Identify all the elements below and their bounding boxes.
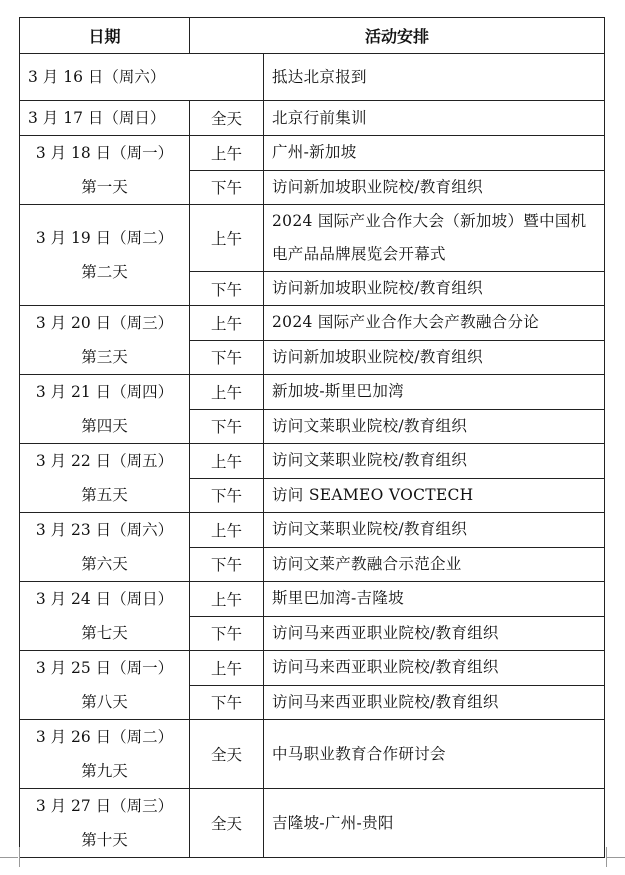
day-text: 第四天 — [81, 417, 128, 435]
table-row — [20, 101, 605, 136]
activity-cell: 北京行前集训 — [264, 101, 605, 136]
header-row — [20, 18, 605, 54]
table-row — [20, 720, 605, 789]
activity-cell: 抵达北京报到 — [264, 54, 605, 101]
time-cell: 下午 — [190, 409, 264, 444]
time-cell: 下午 — [190, 340, 264, 375]
time-cell: 全天 — [190, 720, 264, 789]
time-cell: 上午 — [190, 444, 264, 479]
time-cell: 上午 — [190, 375, 264, 410]
date-cell — [20, 444, 190, 513]
time-cell: 全天 — [190, 101, 264, 136]
day-text: 第三天 — [81, 348, 128, 366]
table-row — [20, 789, 605, 858]
date-cell — [20, 651, 190, 720]
day-text: 第十天 — [81, 831, 128, 849]
date-cell — [20, 582, 190, 651]
activity-cell: 中马职业教育合作研讨会 — [264, 720, 605, 789]
page-corner-mark-left-h — [0, 857, 18, 859]
table-row — [20, 513, 605, 548]
date-cell — [20, 789, 190, 858]
activity-cell: 访问马来西亚职业院校/教育组织 — [264, 651, 605, 686]
table-row — [20, 375, 605, 410]
time-cell: 上午 — [190, 513, 264, 548]
activity-cell: 访问新加坡职业院校/教育组织 — [264, 340, 605, 375]
time-cell: 下午 — [190, 170, 264, 205]
date-text: 3 月 16 日（周六） — [28, 68, 166, 86]
day-text: 第一天 — [81, 178, 128, 196]
date-text: 3 月 18 日（周一） — [35, 144, 174, 162]
schedule-table — [19, 17, 605, 858]
activity-cell: 访问马来西亚职业院校/教育组织 — [264, 616, 605, 651]
time-cell: 下午 — [190, 272, 264, 306]
date-text: 3 月 25 日（周一） — [35, 659, 174, 677]
time-cell: 全天 — [190, 789, 264, 858]
date-cell — [20, 136, 190, 205]
day-text: 第二天 — [81, 263, 128, 281]
activity-cell: 访问文莱职业院校/教育组织 — [264, 444, 605, 479]
date-cell — [20, 306, 190, 375]
day-text: 第九天 — [81, 762, 128, 780]
date-cell — [20, 375, 190, 444]
table-row — [20, 582, 605, 617]
date-cell — [20, 205, 190, 306]
date-text: 3 月 26 日（周二） — [35, 728, 174, 746]
activity-cell: 访问马来西亚职业院校/教育组织 — [264, 685, 605, 720]
page-corner-mark-right-h — [606, 857, 625, 859]
activity-cell: 访问 SEAMEO VOCTECH — [264, 478, 605, 513]
activity-cell: 2024 国际产业合作大会（新加坡）暨中国机电产品品牌展览会开幕式 — [264, 205, 605, 272]
activity-cell: 访问文莱产教融合示范企业 — [264, 547, 605, 582]
table-row — [20, 444, 605, 479]
date-cell — [20, 513, 190, 582]
time-cell: 下午 — [190, 547, 264, 582]
day-text: 第五天 — [81, 486, 128, 504]
time-cell: 下午 — [190, 478, 264, 513]
date-cell — [20, 54, 264, 101]
activity-cell: 新加坡-斯里巴加湾 — [264, 375, 605, 410]
activity-cell: 访问新加坡职业院校/教育组织 — [264, 170, 605, 205]
table-row — [20, 306, 605, 341]
activity-cell: 2024 国际产业合作大会产教融合分论 — [264, 306, 605, 341]
day-text: 第六天 — [81, 555, 128, 573]
date-cell — [20, 720, 190, 789]
time-cell: 上午 — [190, 582, 264, 617]
date-text: 3 月 27 日（周三） — [35, 797, 174, 815]
date-cell — [20, 101, 190, 136]
activity-cell: 斯里巴加湾-吉隆坡 — [264, 582, 605, 617]
activity-cell: 访问文莱职业院校/教育组织 — [264, 513, 605, 548]
activity-cell: 访问文莱职业院校/教育组织 — [264, 409, 605, 444]
table-row — [20, 54, 605, 101]
table-row — [20, 651, 605, 686]
day-text: 第七天 — [81, 624, 128, 642]
time-cell: 上午 — [190, 205, 264, 272]
time-cell: 上午 — [190, 651, 264, 686]
date-text: 3 月 24 日（周日） — [35, 590, 174, 608]
date-text: 3 月 21 日（周四） — [35, 383, 174, 401]
activity-cell: 访问新加坡职业院校/教育组织 — [264, 272, 605, 306]
header-activity: 活动安排 — [190, 18, 605, 54]
time-cell: 上午 — [190, 136, 264, 171]
table-row — [20, 136, 605, 171]
time-cell: 下午 — [190, 685, 264, 720]
date-text: 3 月 23 日（周六） — [35, 521, 174, 539]
time-cell: 下午 — [190, 616, 264, 651]
date-text: 3 月 22 日（周五） — [35, 452, 174, 470]
date-text: 3 月 20 日（周三） — [35, 314, 174, 332]
date-text: 3 月 17 日（周日） — [28, 109, 166, 127]
table-row — [20, 205, 605, 272]
activity-cell: 吉隆坡-广州-贵阳 — [264, 789, 605, 858]
activity-cell: 广州-新加坡 — [264, 136, 605, 171]
header-date: 日期 — [20, 18, 190, 54]
day-text: 第八天 — [81, 693, 128, 711]
time-cell: 上午 — [190, 306, 264, 341]
date-text: 3 月 19 日（周二） — [35, 229, 174, 247]
